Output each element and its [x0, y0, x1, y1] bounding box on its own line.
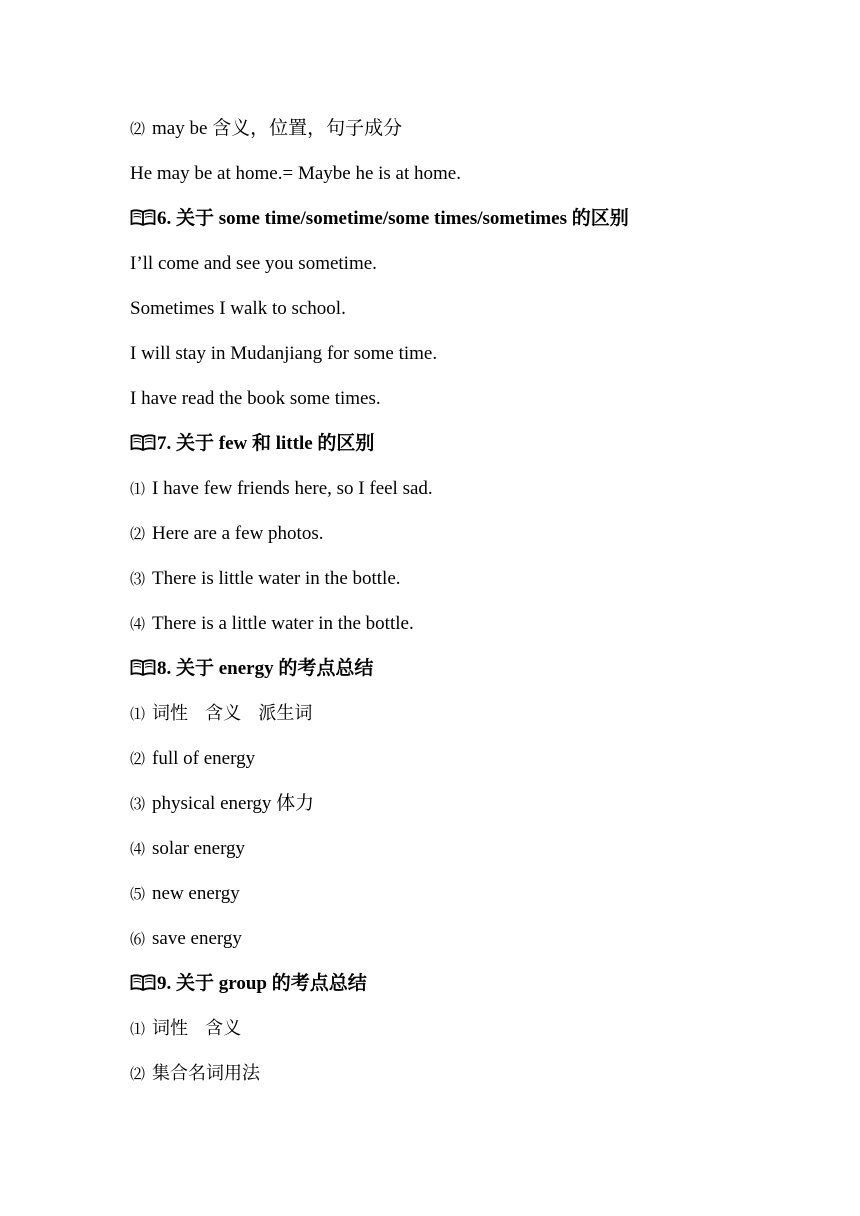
list-item: [130, 106, 810, 151]
section-heading: [130, 196, 810, 241]
item-number: ⑵: [130, 750, 146, 768]
item-text: full of energy: [152, 748, 256, 769]
sentence-text: I will stay in Mudanjiang for some time.: [130, 343, 438, 364]
section-heading: [130, 421, 810, 466]
open-book-icon: [130, 974, 156, 992]
open-book-icon: [130, 209, 156, 227]
heading-text: 8. 关于 energy 的考点总结: [157, 658, 374, 679]
item-text: 集合名词用法: [152, 1063, 261, 1084]
item-text: Here are a few photos.: [152, 523, 324, 544]
example-sentence: [130, 376, 810, 421]
list-item: [130, 1051, 810, 1096]
item-number: ⑶: [130, 570, 146, 588]
document-page: [130, 106, 810, 1096]
list-item: [130, 736, 810, 781]
item-text: There is a little water in the bottle.: [152, 613, 414, 634]
sentence-text: Sometimes I walk to school.: [130, 298, 346, 319]
list-item: [130, 826, 810, 871]
list-item: [130, 511, 810, 556]
item-text: I have few friends here, so I feel sad.: [152, 478, 433, 499]
list-item: [130, 556, 810, 601]
item-text: There is little water in the bottle.: [152, 568, 401, 589]
open-book-icon: [130, 659, 156, 677]
heading-text: 9. 关于 group 的考点总结: [157, 973, 367, 994]
item-text: 词性 含义: [152, 1018, 242, 1039]
item-number: ⑴: [130, 705, 146, 723]
item-number: ⑷: [130, 840, 146, 858]
item-number: ⑵: [130, 1065, 146, 1083]
item-number: ⑹: [130, 930, 146, 948]
item-number: ⑵: [130, 120, 146, 138]
sentence-text: He may be at home.= Maybe he is at home.: [130, 163, 461, 184]
item-text: may be 含义，位置，句子成分: [152, 118, 403, 139]
item-number: ⑵: [130, 525, 146, 543]
example-sentence: [130, 331, 810, 376]
open-book-icon: [130, 434, 156, 452]
item-number: ⑷: [130, 615, 146, 633]
section-heading: [130, 646, 810, 691]
section-heading: [130, 961, 810, 1006]
sentence-text: I have read the book some times.: [130, 388, 381, 409]
example-sentence: [130, 151, 810, 196]
heading-text: 7. 关于 few 和 little 的区别: [157, 433, 375, 454]
list-item: [130, 871, 810, 916]
sentence-text: I’ll come and see you sometime.: [130, 253, 377, 274]
list-item: [130, 781, 810, 826]
item-number: ⑴: [130, 480, 146, 498]
list-item: [130, 466, 810, 511]
item-text: solar energy: [152, 838, 246, 859]
item-text: physical energy 体力: [152, 793, 315, 814]
example-sentence: [130, 241, 810, 286]
item-number: ⑴: [130, 1020, 146, 1038]
heading-text: 6. 关于 some time/sometime/some times/sometimes 的区别: [157, 208, 629, 229]
item-number: ⑶: [130, 795, 146, 813]
item-text: save energy: [152, 928, 242, 949]
item-text: 词性 含义 派生词: [152, 703, 313, 724]
item-number: ⑸: [130, 885, 146, 903]
list-item: [130, 916, 810, 961]
item-text: new energy: [152, 883, 240, 904]
list-item: [130, 691, 810, 736]
list-item: [130, 1006, 810, 1051]
list-item: [130, 601, 810, 646]
example-sentence: [130, 286, 810, 331]
